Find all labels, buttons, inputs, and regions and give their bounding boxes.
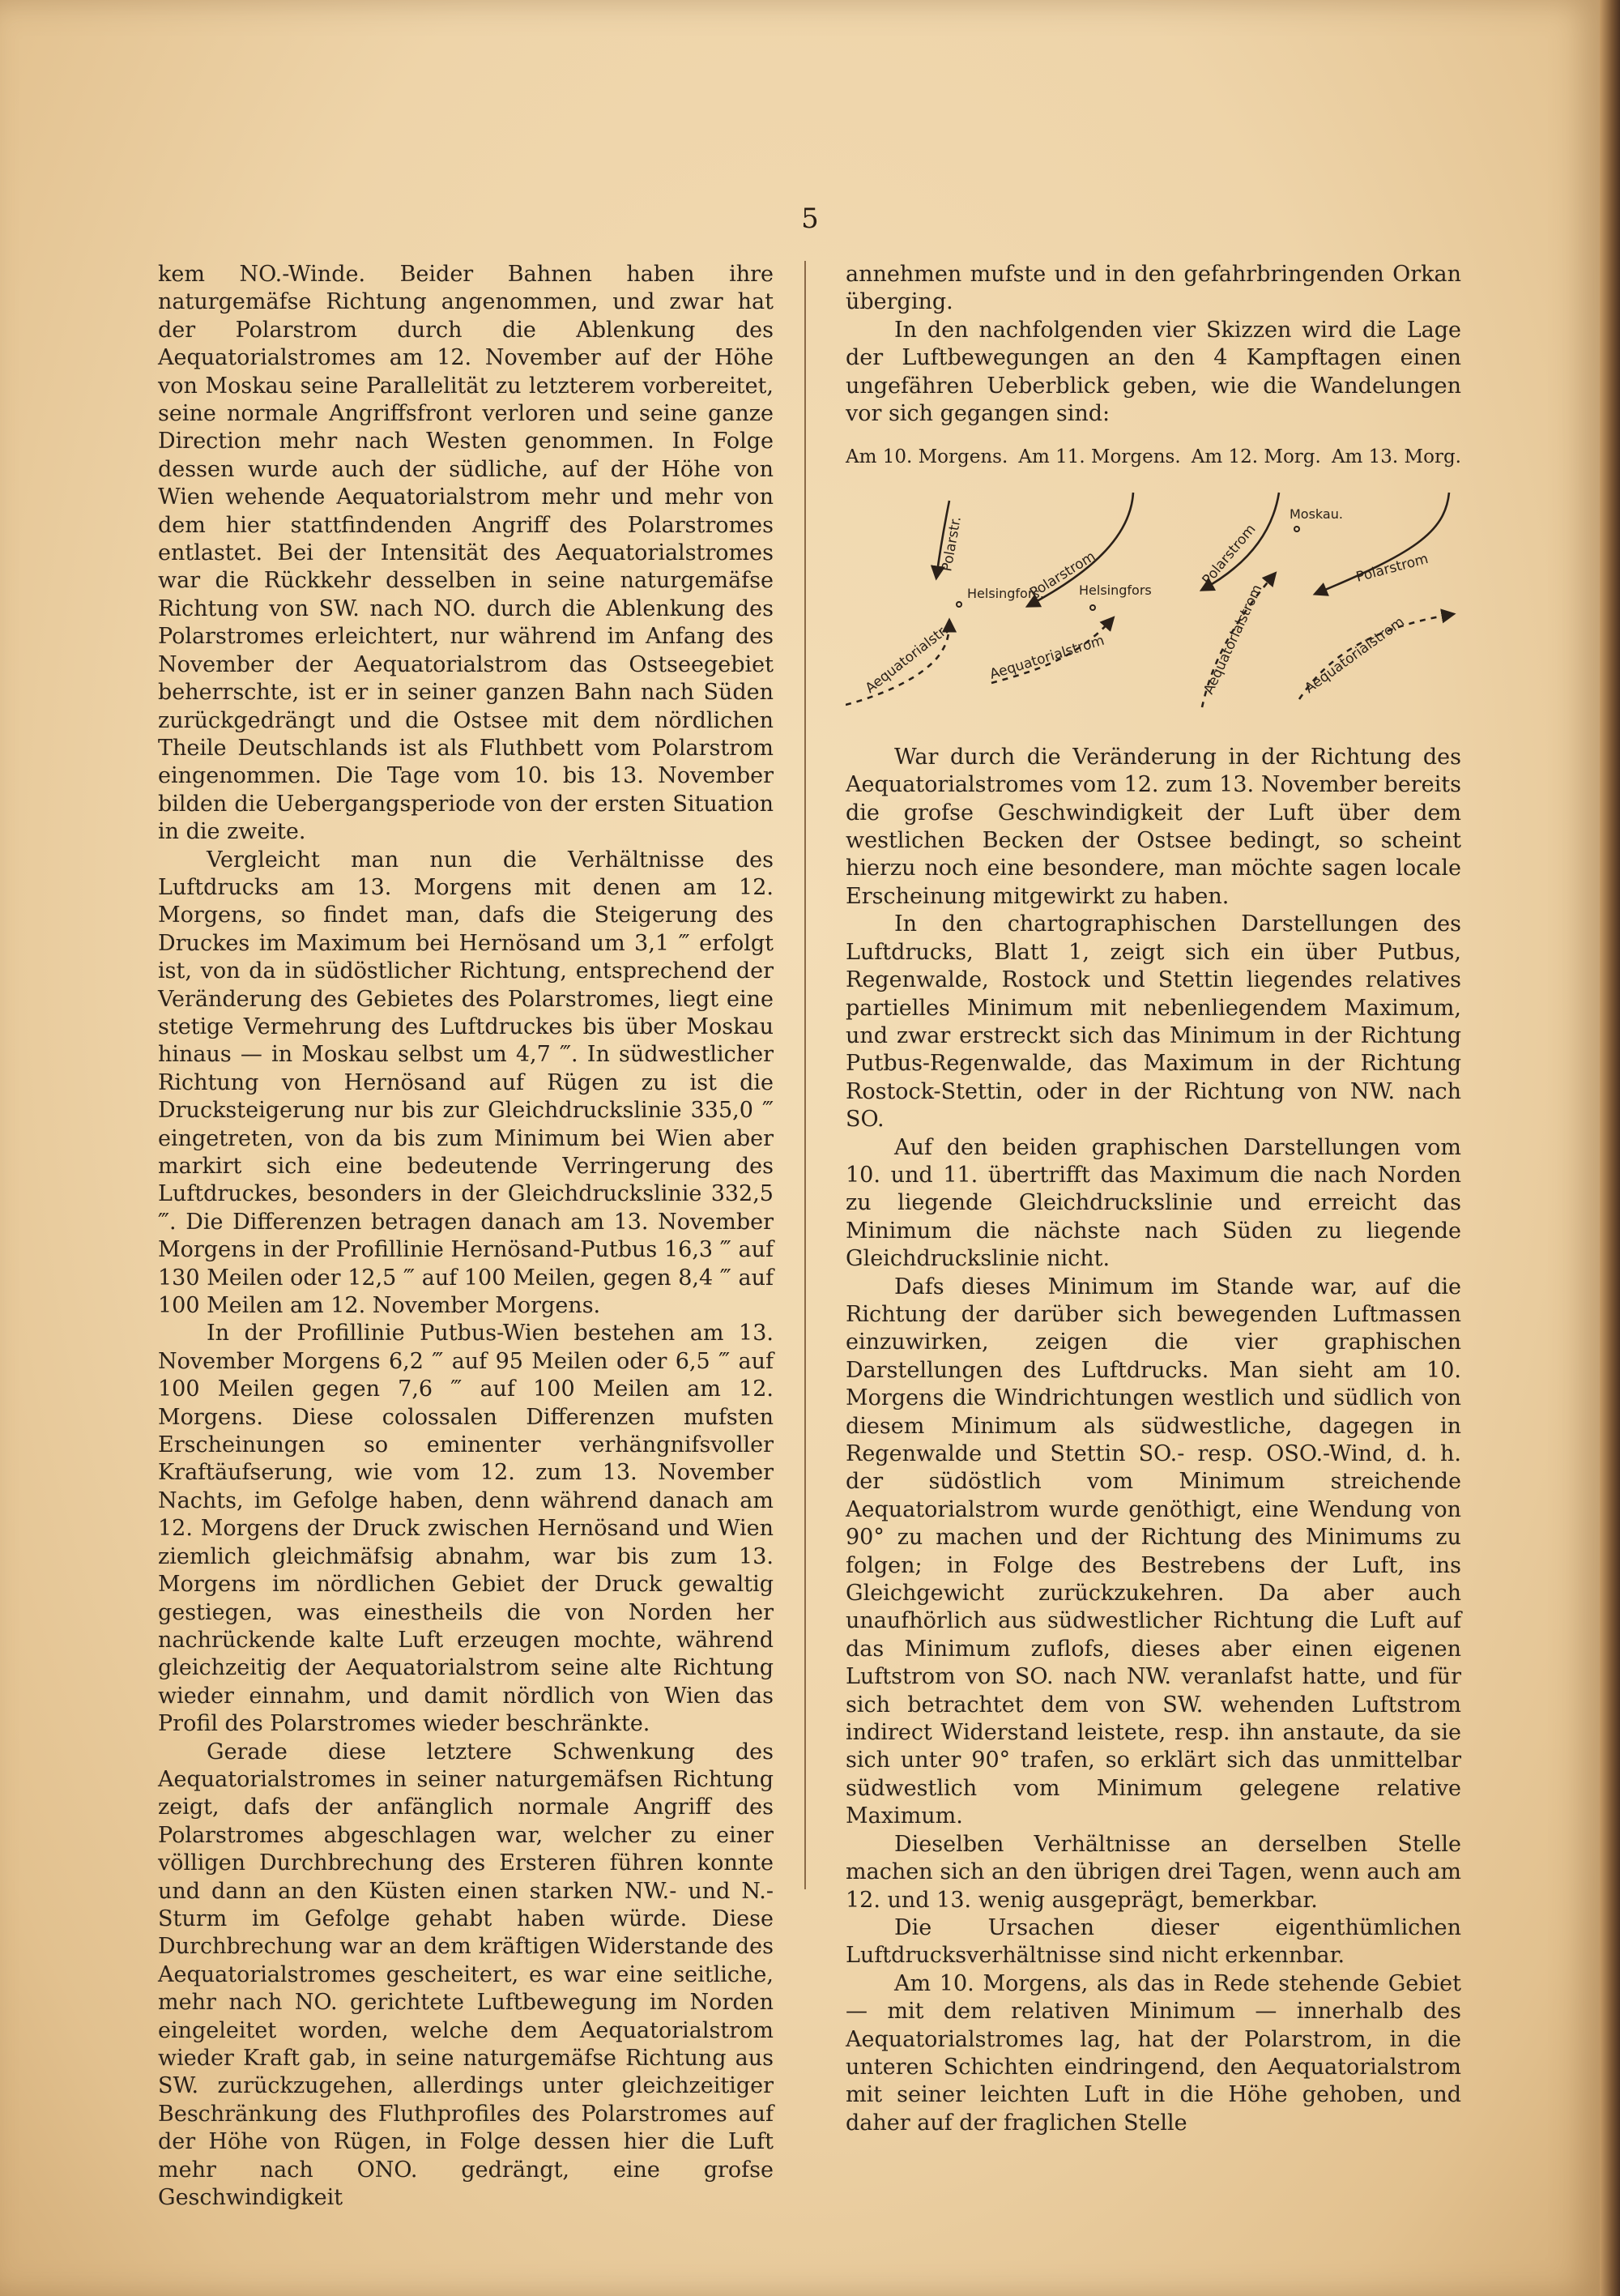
sketch-label-12: Am 12. Morg. xyxy=(1191,446,1321,468)
sketch-label-13: Am 13. Morg. xyxy=(1331,446,1461,468)
sketch-label-10: Am 10. Morgens. xyxy=(846,446,1008,468)
paragraph: Gerade diese letztere Schwenkung des Aequatorialstromes in seiner naturgemäfsen Richtung zeigt, dafs der anfänglich normale Angriff des Polarstromes abgeschlagen war, welcher zu einer völligen Durchbrechung des Ersteren führen konnte und dann an den Küsten einen starken NW.- und N.-Sturm im Gefolge gehabt haben würde. Diese Durchbrechung war an dem kräftigen Widerstande des Aequatorialstromes gescheitert, es war eine seitliche, mehr nach NO. gerichtete Luftbewegung im Norden eingeleitet worden, welche dem Aequatorialstrom wieder Kraft gab, in seine naturgemäfse Richtung aus SW. zurückzugehen, allerdings unter gleichzeitiger Beschränkung des Fluthprofiles des Polarstromes auf der Höhe von Rügen, in Folge dessen hier die Luft mehr nach ONO. gedrängt, eine grofse Geschwindigkeit xyxy=(158,1739,774,2211)
sketch-labels xyxy=(846,443,1461,471)
label-polarstr: Polarstr. xyxy=(939,514,965,573)
label-polarstrom: Polarstrom xyxy=(1027,548,1099,602)
sketch-day-13 xyxy=(1299,493,1453,699)
label-polarstrom: Polarstrom xyxy=(1354,550,1430,586)
paragraph: Am 10. Morgens, als das in Rede stehende Gebiet — mit dem relativen Minimum — innerhalb des Aequatorialstromes lag, hat der Polarstrom, in die unteren Schichten eindringend, den Aequatorialstrom mit seiner leichten Luft in die Höhe gehoben, und daher auf der fraglichen Stelle xyxy=(846,1970,1461,2136)
helsingfors-marker xyxy=(957,602,961,607)
left-text-column xyxy=(158,261,774,2212)
label-aequatorialstrom: Aequatorialstrom xyxy=(987,632,1106,683)
paragraph: War durch die Veränderung in der Richtung des Aequatorialstromes vom 12. zum 13. November bereits die grofse Geschwindigkeit der Luft über dem westlichen Becken der Ostsee bedingt, so scheint hierzu noch eine besondere, man möchte sagen locale Erscheinung mitgewirkt zu haben. xyxy=(846,744,1461,909)
paragraph: In den chartographischen Darstellungen des Luftdrucks, Blatt 1, zeigt sich ein über Putbus, Regenwalde, Rostock und Stettin liegendes relatives partielles Minimum mit nebenliegendem Maximum, und zwar erstreckt sich das Minimum in der Richtung Putbus-Regenwalde, das Maximum in der Richtung Rostock-Stettin, oder in der Richtung von NW. nach SO. xyxy=(846,911,1461,1133)
paragraph: Dafs dieses Minimum im Stande war, auf die Richtung der darüber sich bewegenden Luftmassen einzuwirken, zeigen die vier graphischen Darstellungen des Luftdrucks. Man sieht am 10. Morgens die Windrichtungen westlich und südlich von diesem Minimum als südwestliche, dagegen in Regenwalde und Stettin SO.- resp. OSO.-Wind, d. h. der südöstlich vom Minimum streichende Aequatorialstrom wurde genöthigt, eine Wendung von 90° zu machen und der Richtung des Minimums zu folgen; in Folge des Bestrebens der Luft, ins Gleichgewicht zurückzukehren. Da aber auch unaufhörlich aus südwestlicher Richtung die Luft auf das Minimum zuflofs, dieses aber einen eigenen Luftstrom von SO. nach NW. veranlafst hatte, und für sich betrachtet dem von SW. wehenden Luftstrom indirect Widerstand leistete, resp. ihn anstaute, da sie sich unter 90° trafen, so erklärt sich das unmittelbar südwestlich vom Minimum gelegene relative Maximum. xyxy=(846,1274,1461,1829)
label-helsingfors: Helsingfors. xyxy=(967,585,1044,601)
paragraph: Vergleicht man nun die Verhältnisse des Luftdrucks am 13. Morgens mit denen am 12. Morgens, so findet man, dafs die Steigerung des Druckes im Maximum bei Hernösand um 3,1 ‴ erfolgt ist, von da in südöstlicher Richtung, entsprechend der Veränderung des Gebietes des Polarstromes, liegt eine stetige Vermehrung des Luftdruckes bis über Moskau hinaus — in Moskau selbst um 4,7 ‴. In südwestlicher Richtung von Hernösand auf Rügen zu ist die Drucksteigerung nur bis zur Gleichdruckslinie 335,0 ‴ eingetreten, von da bis zum Minimum bei Wien aber markirt sich eine bedeutende Verringerung des Luftdruckes, besonders in der Gleichdruckslinie 332,5 ‴. Die Differenzen betragen danach am 13. November Morgens in der Profillinie Hernösand-Putbus 16,3 ‴ auf 130 Meilen oder 12,5 ‴ auf 100 Meilen, gegen 8,4 ‴ auf 100 Meilen am 12. November Morgens. xyxy=(158,847,774,1319)
paragraph: In den nachfolgenden vier Skizzen wird die Lage der Luftbewegungen an den 4 Kampftagen einen ungefähren Ueberblick geben, wie die Wandelungen vor sich gegangen sind: xyxy=(846,317,1461,427)
helsingfors-marker xyxy=(1090,605,1095,610)
sketch-label-11: Am 11. Morgens. xyxy=(1018,446,1181,468)
moskau-marker xyxy=(1294,527,1299,531)
label-helsingfors: Helsingfors xyxy=(1079,582,1152,598)
paragraph: In der Profillinie Putbus-Wien bestehen am 13. November Morgens 6,2 ‴ auf 95 Meilen oder 6,5 ‴ auf 100 Meilen gegen 7,6 ‴ auf 100 Meilen am 12. Morgens. Diese colossalen Differenzen mufsten Erscheinungen so eminenter verhängnifsvoller Kraftäufserung, wie vom 12. zum 13. November Nachts, im Gefolge haben, denn während danach am 12. Morgens der Druck zwischen Hernösand und Wien ziemlich gleichmäfsig abnahm, war bis zum 13. Morgens im nördlichen Gebiet der Druck gewaltig gestiegen, was einestheils die von Norden her nachrückende kalte Luft erzeugen mochte, während gleichzeitig der Aequatorialstrom seine alte Richtung wieder einnahm, und damit nördlich von Wien das Profil des Polarstromes wieder beschränkte. xyxy=(158,1321,774,1737)
label-aequatorialstr: Aequatorialstr. xyxy=(862,621,952,697)
paragraph: Die Ursachen dieser eigenthümlichen Luftdrucksverhältnisse sind nicht erkennbar. xyxy=(846,1914,1461,1969)
paragraph: annehmen mufste und in den gefahrbringenden Orkan überging. xyxy=(846,262,1461,315)
wind-sketch-figure xyxy=(846,443,1461,743)
wind-sketches-svg xyxy=(846,476,1461,744)
right-text-column xyxy=(846,261,1461,2137)
page-edge xyxy=(1600,0,1620,2296)
column-divider xyxy=(804,261,806,1889)
paragraph: Auf den beiden graphischen Darstellungen vom 10. und 11. übertrifft das Maximum die nach Norden zu liegende Gleichdruckslinie und erreicht das Minimum die nächste nach Süden zu liegende Gleichdruckslinie nicht. xyxy=(846,1134,1461,1272)
label-aequatorialstrom: Aequatorialstrom xyxy=(1302,613,1408,697)
label-moskau: Moskau. xyxy=(1290,506,1343,522)
label-aequatorialstrom: Aequatorialstrom xyxy=(1200,582,1266,697)
label-polarstrom: Polarstrom xyxy=(1199,521,1260,589)
page-number: 5 xyxy=(801,203,819,235)
paragraph: Dieselben Verhältnisse an derselben Stelle machen sich an den übrigen drei Tagen, wenn auch am 12. und 13. wenig ausgeprägt, bemerkbar. xyxy=(846,1831,1461,1913)
paragraph: kem NO.-Winde. Beider Bahnen haben ihre naturgemäfse Richtung angenommen, und zwar hat der Polarstrom durch die Ablenkung des Aequatorialstromes am 12. November auf der Höhe von Moskau seine Parallelität zu letzterem vorbereitet, seine normale Angriffsfront verloren und seine ganze Direction mehr nach Westen genommen. In Folge dessen wurde auch der südliche, auf der Höhe von Wien wehende Aequatorialstrom mehr und mehr von dem hier stattfindenden Angriff des Polarstromes entlastet. Bei der Intensität des Aequatorialstromes war die Rückkehr desselben in seine naturgemäfse Richtung von SW. nach NO. durch die Ablenkung des Polarstromes erleichtert, nur während im Anfang des November der Aequatorialstrom das Ostseegebiet beherrschte, ist er in seiner ganzen Bahn nach Süden zurückgedrängt und die Ostsee mit dem nördlichen Theile Deutschlands ist als Fluthbett vom Polarstrom eingenommen. Die Tage vom 10. bis 13. November bilden die Uebergangsperiode von der ersten Situation in die zweite. xyxy=(158,262,774,845)
